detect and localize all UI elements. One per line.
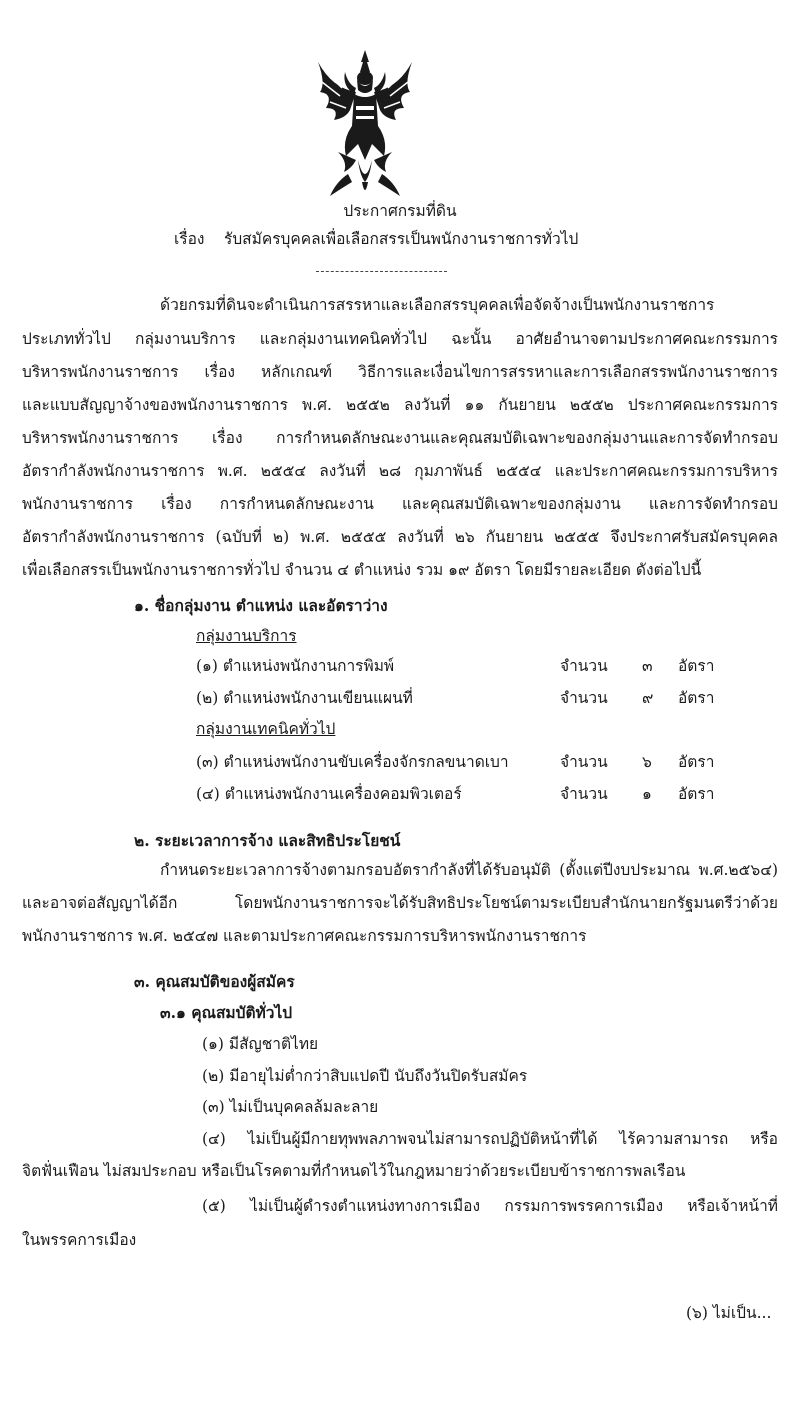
position-qty-label: จำนวน — [560, 753, 608, 771]
position-qty-label: จำนวน — [560, 657, 608, 675]
header-divider — [316, 271, 447, 272]
position-unit: อัตรา — [678, 689, 715, 707]
position-name: (๑) ตำแหน่งพนักงานการพิมพ์ — [196, 657, 395, 675]
section2-line: กำหนดระยะเวลาการจ้างตามกรอบอัตรากำลังที่ได้รับอนุมัติ (ตั้งแต่ปีงบประมาณ พ.ศ.๒๕๖๔) — [160, 861, 778, 879]
intro-line: ด้วยกรมที่ดินจะดำเนินการสรรหาและเลือกสรรบุคคลเพื่อจัดจ้างเป็นพนักงานราชการ — [160, 296, 715, 314]
intro-line: เพื่อเลือกสรรเป็นพนักงานราชการทั่วไป จำนวน ๔ ตำแหน่ง รวม ๑๙ อัตรา โดยมีรายละเอียด ดังต่อไปนี้ — [22, 561, 702, 579]
continuation-note: (๖) ไม่เป็น... — [686, 1304, 772, 1322]
qualification-item: (๒) มีอายุไม่ต่ำกว่าสิบแปดปี นับถึงวันปิดรับสมัคร — [202, 1067, 528, 1085]
section2-line: พนักงานราชการ พ.ศ. ๒๕๔๗ และตามประกาศคณะกรรมการบริหารพนักงานราชการ — [22, 927, 587, 945]
group-heading-service: กลุ่มงานบริการ — [196, 627, 297, 645]
garuda-emblem-icon — [312, 48, 418, 198]
position-name: (๔) ตำแหน่งพนักงานเครื่องคอมพิวเตอร์ — [196, 785, 462, 803]
position-qty: ๓ — [642, 657, 653, 675]
position-name: (๒) ตำแหน่งพนักงานเขียนแผนที่ — [196, 689, 413, 707]
intro-line: ประเภททั่วไป กลุ่มงานบริการ และกลุ่มงานเทคนิคทั่วไป ฉะนั้น อาศัยอำนาจตามประกาศคณะกรรมการ — [22, 330, 778, 348]
position-qty-label: จำนวน — [560, 785, 608, 803]
section2-line: และอาจต่อสัญญาได้อีก โดยพนักงานราชการจะได้รับสิทธิประโยชน์ตามระเบียบสำนักนายกรัฐมนตรีว่าด้วย — [22, 894, 778, 912]
group-heading-technical: กลุ่มงานเทคนิคทั่วไป — [196, 720, 336, 738]
subject-label: เรื่อง — [174, 230, 205, 248]
position-qty: ๙ — [642, 689, 654, 707]
qualification-item: (๕) ไม่เป็นผู้ดำรงตำแหน่งทางการเมือง กรรมการพรรคการเมือง หรือเจ้าหน้าที่ — [202, 1197, 778, 1215]
intro-line: อัตรากำลังพนักงานราชการ พ.ศ. ๒๕๕๔ ลงวันที่ ๒๘ กุมภาพันธ์ ๒๕๕๔ และประกาศคณะกรรมการบริหาร — [22, 462, 778, 480]
qualification-item-cont: ในพรรคการเมือง — [22, 1231, 137, 1249]
qualification-item-cont: จิตฟั่นเฟือน ไม่สมประกอบ หรือเป็นโรคตามที่กำหนดไว้ในกฎหมายว่าด้วยระเบียบข้าราชการพลเรือน — [22, 1162, 686, 1180]
position-qty-label: จำนวน — [560, 689, 608, 707]
qualification-item: (๑) มีสัญชาติไทย — [202, 1035, 319, 1053]
section2-heading: ๒. ระยะเวลาการจ้าง และสิทธิประโยชน์ — [134, 831, 401, 850]
intro-line: อัตรากำลังพนักงานราชการ (ฉบับที่ ๒) พ.ศ. ๒๕๕๕ ลงวันที่ ๒๖ กันยายน ๒๕๕๕ จึงประกาศรับสมัครบุคคล — [22, 528, 778, 546]
announcement-title: ประกาศกรมที่ดิน — [343, 202, 457, 220]
section1-heading: ๑. ชื่อกลุ่มงาน ตำแหน่ง และอัตราว่าง — [134, 596, 388, 615]
position-qty: ๑ — [642, 785, 652, 803]
qualification-item: (๓) ไม่เป็นบุคคลล้มละลาย — [202, 1098, 379, 1116]
section3-heading: ๓. คุณสมบัติของผู้สมัคร — [134, 972, 295, 991]
intro-line: บริหารพนักงานราชการ เรื่อง หลักเกณฑ์ วิธีการและเงื่อนไขการสรรหาและการเลือกสรรพนักงานราชการ — [22, 363, 778, 381]
position-unit: อัตรา — [678, 657, 715, 675]
position-unit: อัตรา — [678, 785, 715, 803]
subject-text: รับสมัครบุคคลเพื่อเลือกสรรเป็นพนักงานราชการทั่วไป — [224, 230, 579, 248]
position-name: (๓) ตำแหน่งพนักงานขับเครื่องจักรกลขนาดเบา — [196, 753, 509, 771]
qualification-item: (๔) ไม่เป็นผู้มีกายทุพพลภาพจนไม่สามารถปฏิบัติหน้าที่ได้ ไร้ความสามารถ หรือ — [202, 1130, 778, 1148]
position-unit: อัตรา — [678, 753, 715, 771]
intro-line: บริหารพนักงานราชการ เรื่อง การกำหนดลักษณะงานและคุณสมบัติเฉพาะของกลุ่มงานและการจัดทำกรอบ — [22, 429, 778, 447]
intro-line: พนักงานราชการ เรื่อง การกำหนดลักษณะงาน และคุณสมบัติเฉพาะของกลุ่มงาน และการจัดทำกรอบ — [22, 495, 778, 513]
position-qty: ๖ — [642, 753, 652, 771]
intro-line: และแบบสัญญาจ้างของพนักงานราชการ พ.ศ. ๒๕๕๒ ลงวันที่ ๑๑ กันยายน ๒๕๕๒ ประกาศคณะกรรมการ — [22, 396, 778, 414]
section3-subheading: ๓.๑ คุณสมบัติทั่วไป — [160, 1003, 293, 1022]
